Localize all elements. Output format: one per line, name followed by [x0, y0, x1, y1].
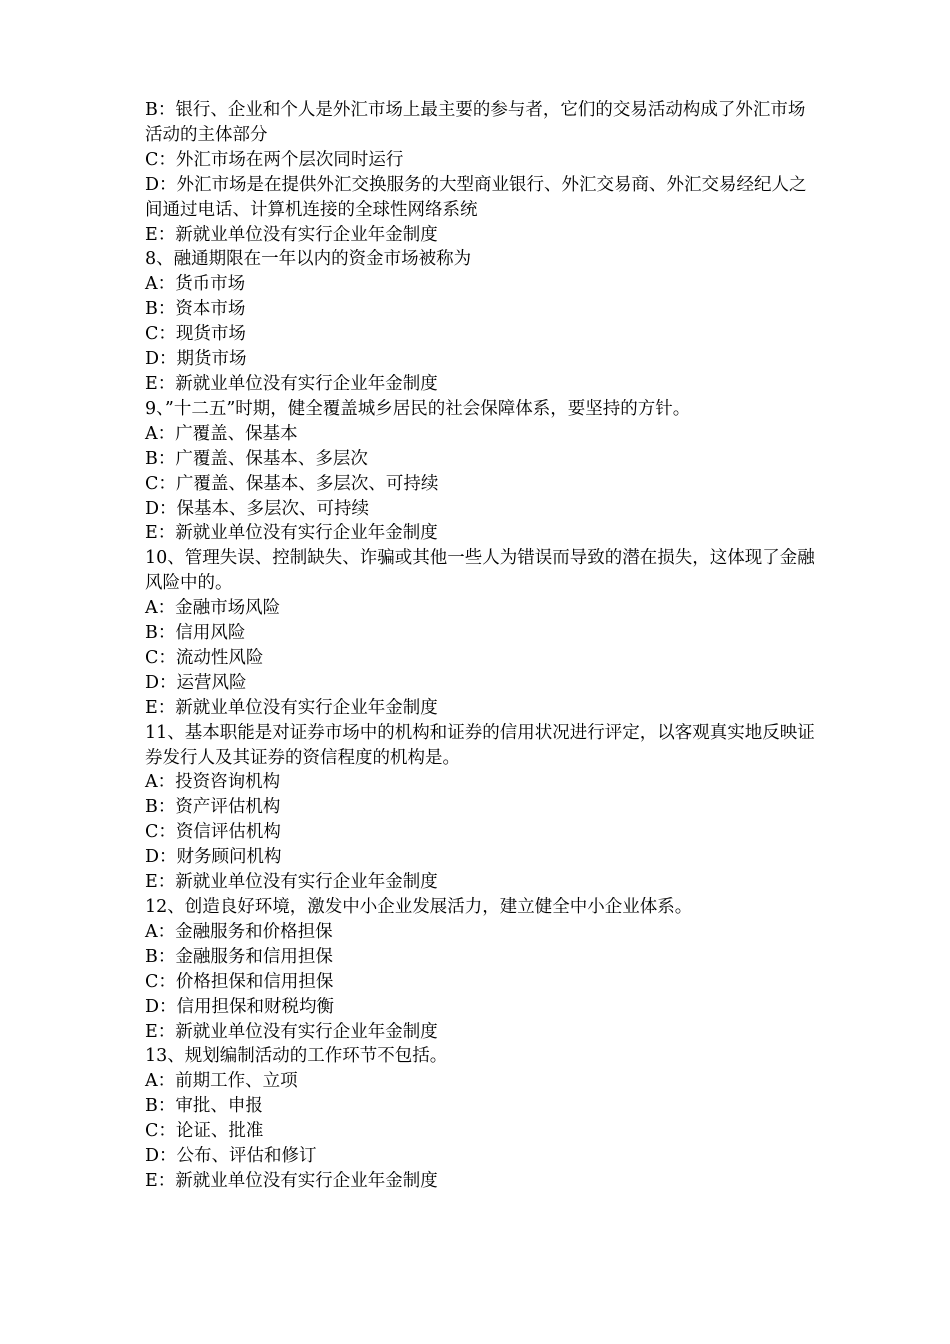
option-b-line: B：信用风险 [145, 623, 246, 644]
option-b-line: B：审批、申报 [145, 1096, 263, 1117]
option-d-line: D：外汇市场是在提供外汇交换服务的大型商业银行、外汇交易商、外汇交易经纪人之间通过电话、计算机连接的全球性网络系统 [145, 174, 807, 220]
question-10: 10、管理失误、控制缺失、诈骗或其他一些人为错误而导致的潜在损失，这体现了金融风险中的。 [145, 548, 815, 594]
option-e-line: E：新就业单位没有实行企业年金制度 [145, 1021, 438, 1042]
option-a-line: A：货币市场 [145, 274, 246, 295]
option-c-line: C：价格担保和信用担保 [145, 971, 334, 992]
option-e-line: E：新就业单位没有实行企业年金制度 [145, 224, 438, 245]
question-11: 11、基本职能是对证券市场中的机构和证券的信用状况进行评定，以客观真实地反映证券发行人及其证券的资信程度的机构是。 [145, 722, 815, 768]
option-d-line: D：信用担保和财税均衡 [145, 996, 335, 1017]
option-a-line: A：金融市场风险 [145, 598, 281, 619]
option-a-line: A：广覆盖、保基本 [145, 423, 298, 444]
question-8: 8、融通期限在一年以内的资金市场被称为 [145, 249, 472, 270]
option-c-line: C：流动性风险 [145, 647, 264, 668]
option-d-line: D：保基本、多层次、可持续 [145, 498, 370, 519]
option-b-line: B：广覆盖、保基本、多层次 [145, 448, 368, 469]
question-9: 9、”十二五”时期，健全覆盖城乡居民的社会保障体系，要坚持的方针。 [145, 398, 691, 419]
option-b-line: B：银行、企业和个人是外汇市场上最主要的参与者，它们的交易活动构成了外汇市场活动的主体部分 [145, 100, 806, 145]
option-e-line: E：新就业单位没有实行企业年金制度 [145, 697, 438, 718]
option-e-line: E：新就业单位没有实行企业年金制度 [145, 373, 438, 394]
option-c-line: C：现货市场 [145, 324, 246, 345]
option-e-line: E：新就业单位没有实行企业年金制度 [145, 523, 438, 544]
option-e-line: E：新就业单位没有实行企业年金制度 [145, 1170, 438, 1191]
option-c-line: C：资信评估机构 [145, 822, 281, 843]
option-b-line: B：资本市场 [145, 299, 246, 320]
option-c-line: C：外汇市场在两个层次同时运行 [145, 149, 404, 170]
option-a-line: A：金融服务和价格担保 [145, 921, 333, 942]
question-12: 12、创造良好环境，激发中小企业发展活力，建立健全中小企业体系。 [145, 897, 693, 917]
option-d-line: D：运营风险 [145, 672, 247, 693]
option-b-line: B：资产评估机构 [145, 797, 281, 818]
option-a-line: A：前期工作、立项 [145, 1071, 298, 1092]
document-body [145, 98, 817, 1194]
option-a-line: A：投资咨询机构 [145, 772, 281, 793]
option-d-line: D：期货市场 [145, 349, 247, 370]
option-c-line: C：论证、批准 [145, 1121, 264, 1142]
option-e-line: E：新就业单位没有实行企业年金制度 [145, 872, 438, 893]
option-d-line: D：财务顾问机构 [145, 847, 282, 868]
option-b-line: B：金融服务和信用担保 [145, 946, 333, 967]
question-13: 13、规划编制活动的工作环节不包括。 [145, 1046, 448, 1067]
option-d-line: D：公布、评估和修订 [145, 1146, 317, 1167]
option-c-line: C：广覆盖、保基本、多层次、可持续 [145, 473, 439, 494]
